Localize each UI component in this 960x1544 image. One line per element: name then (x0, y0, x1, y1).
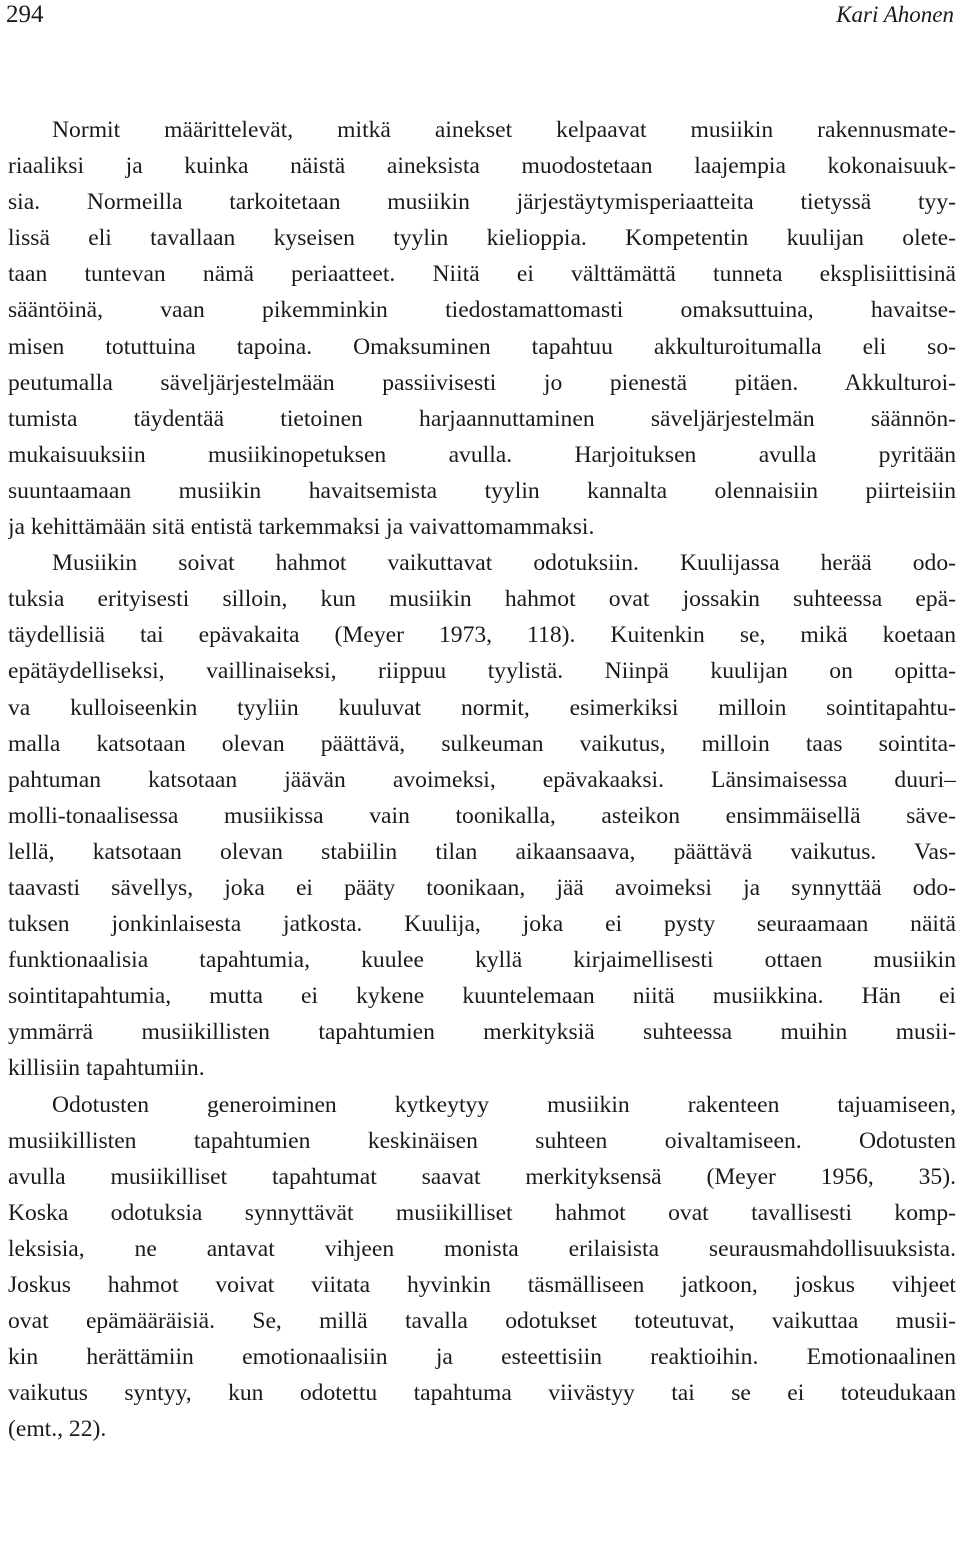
text-line: Joskus hahmot voivat viitata hyvinkin täsmälliseen jatkoon, joskus vihjeet (8, 1272, 956, 1298)
text-line: Koska odotuksia synnyttävät musiikilliset hahmot ovat tavallisesti komp- (8, 1199, 956, 1226)
text-line: mukaisuuksiin musiikinopetuksen avulla. Harjoituksen avulla pyritään (8, 441, 956, 468)
text-line: Normit määrittelevät, mitkä ainekset kelpaavat musiikin rakennusmate- (52, 117, 956, 143)
text-line: sääntöinä, vaan pikemminkin tiedostamattomasti omaksuttuina, havaitse- (8, 297, 956, 324)
page-number: 294 (6, 1, 44, 28)
text-line: sia. Normeilla tarkoitetaan musiikin järjestäytymisperiaatteita tietyssä tyy- (8, 189, 956, 216)
text-line: suuntaamaan musiikin havaitsemista tyylin kannalta olennaisiin piirteisiin (8, 477, 956, 504)
text-line: tuksia erityisesti silloin, kun musiikin hahmot ovat jossakin suhteessa epä- (8, 586, 956, 613)
text-line: leksisia, ne antavat vihjeen monista erilaisista seurausmahdollisuuksista. (8, 1235, 956, 1262)
text-line: misen totuttuina tapoina. Omaksuminen tapahtuu akkulturoitumalla eli so- (8, 333, 956, 360)
text-line: killisiin tapahtumiin. (8, 1055, 205, 1082)
text-line: funktionaalisia tapahtumia, kuulee kyllä kirjaimellisesti ottaen musiikin (8, 947, 956, 974)
text-line: ovat epämääräisiä. Se, millä tavalla odotukset toteutuvat, vaikuttaa musii- (8, 1308, 956, 1335)
text-line: taavasti sävellys, joka ei pääty toonikaan, jää avoimeksi ja synnyttää odo- (8, 874, 956, 901)
text-line: tuksen jonkinlaisesta jatkosta. Kuulija, joka ei pysty seuraamaan näitä (8, 911, 956, 938)
text-line: molli-tonaalisessa musiikissa vain toonikalla, asteikon ensimmäisellä säve- (8, 802, 956, 829)
text-line: taan tuntevan nämä periaatteet. Niitä ei välttämättä tunneta eksplisiittisinä (8, 261, 956, 288)
text-line: malla katsotaan olevan päättävä, sulkeuman vaikutus, milloin taas sointita- (8, 730, 956, 757)
text-line: kin herättämiin emotionaalisiin ja esteettisiin reaktioihin. Emotionaalinen (8, 1344, 956, 1371)
text-line: vaikutus syntyy, kun odotettu tapahtuma viivästyy tai se ei toteudukaan (8, 1380, 956, 1407)
text-line: (emt., 22). (8, 1416, 107, 1443)
page-header (6, 0, 954, 32)
text-line: riaaliksi ja kuinka näistä aineksista muodostetaan laajempia kokonaisuuk- (8, 153, 956, 180)
text-line: sointitapahtumia, mutta ei kykene kuuntelemaan niitä musiikkina. Hän ei (8, 983, 956, 1010)
text-line: musiikillisten tapahtumien keskinäisen suhteen oivaltamiseen. Odotusten (8, 1127, 956, 1154)
text-line: täydellisiä tai epävakaita (Meyer 1973, 118). Kuitenkin se, mikä koetaan (8, 622, 956, 649)
text-line: epätäydelliseksi, vaillinaiseksi, riippuu tyylistä. Niinpä kuulijan on opitta- (8, 658, 956, 685)
text-line: ymmärrä musiikillisten tapahtumien merkityksiä suhteessa muihin musii- (8, 1019, 956, 1046)
text-line: ja kehittämään sitä entistä tarkemmaksi ja vaivattomammaksi. (8, 514, 595, 541)
text-line: lellä, katsotaan olevan stabiilin tilan aikaansaava, päättävä vaikutus. Vas- (8, 838, 956, 865)
running-header-author: Kari Ahonen (836, 2, 954, 27)
text-line: pahtuman katsotaan jäävän avoimeksi, epävakaaksi. Länsimaisessa duuri– (8, 766, 956, 793)
text-line: Musiikin soivat hahmot vaikuttavat odotuksiin. Kuulijassa herää odo- (52, 550, 956, 577)
text-line: va kulloiseenkin tyyliin kuuluvat normit, esimerkiksi milloin sointitapahtu- (8, 694, 956, 721)
text-line: peutumalla säveljärjestelmään passiivisesti jo pienestä pitäen. Akkulturoi- (8, 369, 956, 396)
text-line: lissä eli tavallaan kyseisen tyylin kielioppia. Kompetentin kuulijan olete- (8, 225, 956, 252)
text-line: tumista täydentää tietoinen harjaannuttaminen säveljärjestelmän säännön- (8, 405, 956, 432)
text-line: avulla musiikilliset tapahtumat saavat merkityksensä (Meyer 1956, 35). (8, 1163, 956, 1190)
body-text (8, 112, 956, 1447)
text-line: Odotusten generoiminen kytkeytyy musiikin rakenteen tajuamiseen, (52, 1091, 956, 1118)
